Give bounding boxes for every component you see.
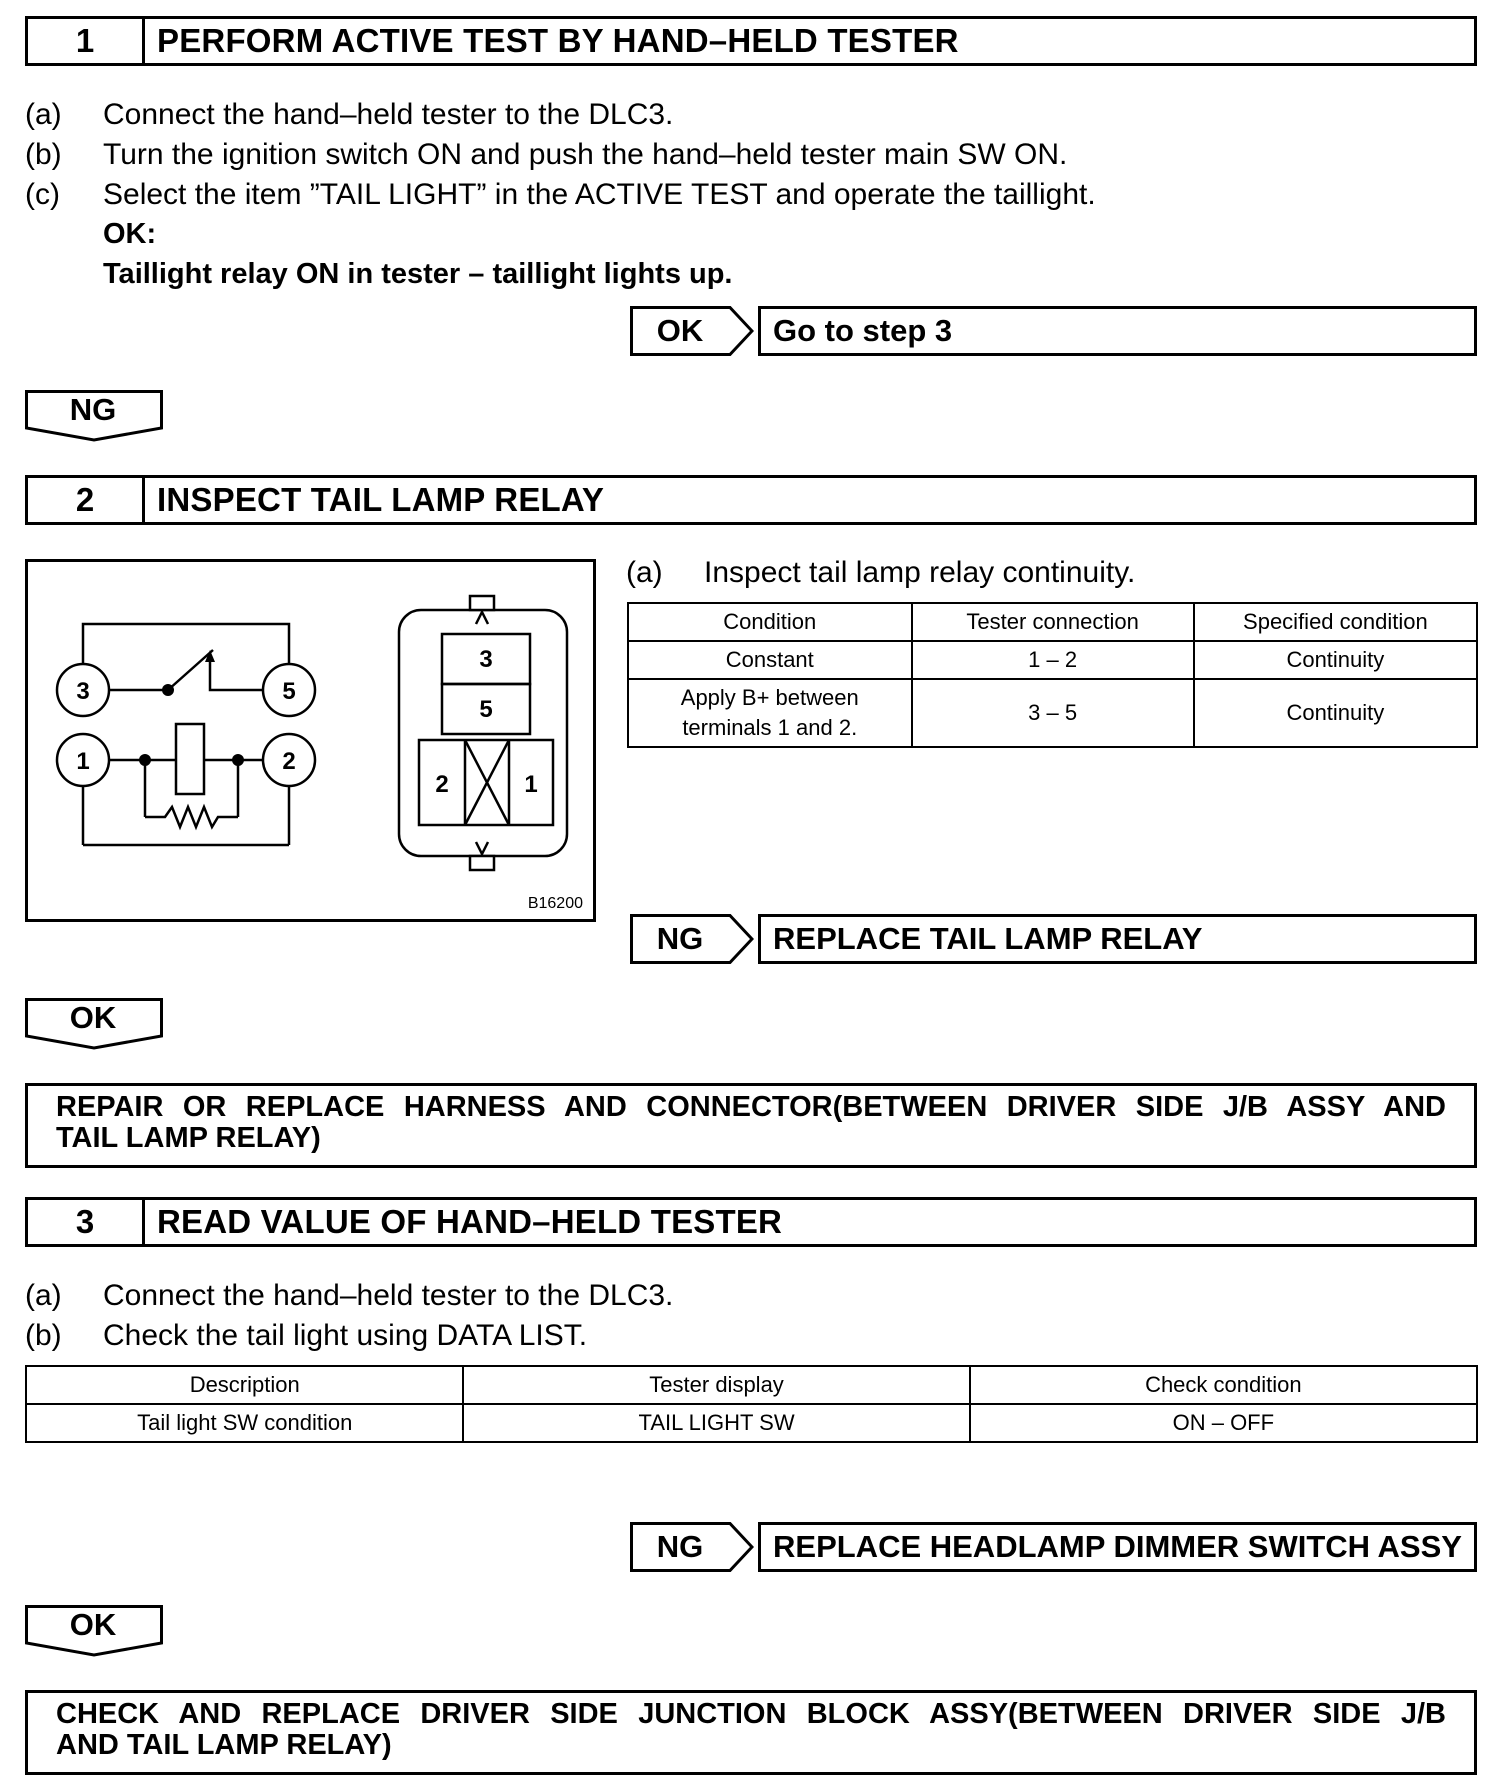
instruction-line: (a) Connect the hand–held tester to the DLC3. [25, 98, 674, 131]
instruction-line: (b) Turn the ignition switch ON and push the hand–held tester main SW ON. [25, 138, 1068, 171]
table-row: Apply B+ between terminals 1 and 2. 3 – 5 Continuity [628, 679, 1477, 747]
diagram-code: B16200 [527, 895, 583, 912]
step-2-header [25, 475, 1477, 525]
branch-arrow [630, 1522, 740, 1572]
step-1-header [25, 16, 1477, 66]
ok-down-arrow: OK [25, 1605, 163, 1657]
instruction-line: (a) Inspect tail lamp relay continuity. [626, 556, 1136, 589]
instruction-line: (b) Check the tail light using DATA LIST. [25, 1319, 588, 1352]
step-title: READ VALUE OF HAND–HELD TESTER [157, 1203, 783, 1240]
ng-down-arrow: NG [25, 390, 163, 442]
table-header-row: Condition Tester connection Specified condition [628, 603, 1477, 641]
data-list-table [25, 1365, 1478, 1443]
branch-tag-label: NG [656, 1529, 704, 1564]
connector-cell-label: 3 [479, 646, 493, 673]
table-row: Constant 1 – 2 Continuity [628, 641, 1477, 679]
branch-tag-label: NG [656, 921, 704, 956]
terminal-label: 1 [76, 748, 90, 775]
ng-branch [630, 1522, 1462, 1572]
branch-arrow [630, 306, 740, 356]
branch-target: REPLACE HEADLAMP DIMMER SWITCH ASSY [758, 1522, 1477, 1572]
terminal-label: 5 [282, 678, 296, 705]
step-title: PERFORM ACTIVE TEST BY HAND–HELD TESTER [157, 22, 959, 59]
step-title: INSPECT TAIL LAMP RELAY [157, 481, 605, 518]
connector-cell-label: 1 [524, 771, 538, 798]
instruction-line: (c) Select the item ”TAIL LIGHT” in the ACTIVE TEST and operate the taillight. [25, 178, 1096, 211]
ok-label: OK: [103, 218, 157, 250]
branch-arrow [630, 914, 740, 964]
instruction-line: (a) Connect the hand–held tester to the DLC3. [25, 1279, 674, 1312]
ok-down-arrow: OK [25, 998, 163, 1050]
table-header-row: Description Tester display Check condition [26, 1366, 1477, 1404]
terminal-label: 2 [282, 748, 296, 775]
connector-cell-label: 2 [435, 771, 449, 798]
branch-target: REPLACE TAIL LAMP RELAY [758, 914, 1477, 964]
branch-target: Go to step 3 [758, 306, 1477, 356]
step-number: 3 [28, 1200, 145, 1244]
step-number: 2 [28, 478, 145, 522]
step-3-result: CHECK AND REPLACE DRIVER SIDE JUNCTION BLOCK ASSY(BETWEEN DRIVER SIDE J/B AND TAIL LAMP RELAY) [25, 1690, 1477, 1775]
relay-diagram [25, 559, 596, 922]
step-number: 1 [28, 19, 145, 63]
ok-branch [630, 306, 953, 356]
step-3-header [25, 1197, 1477, 1247]
ng-branch [630, 914, 1203, 964]
terminal-label: 3 [76, 678, 90, 705]
step-2-result: REPAIR OR REPLACE HARNESS AND CONNECTOR(BETWEEN DRIVER SIDE J/B ASSY AND TAIL LAMP RELAY) [25, 1083, 1477, 1168]
ok-condition: Taillight relay ON in tester – taillight lights up. [103, 258, 733, 290]
table-row: Tail light SW condition TAIL LIGHT SW ON – OFF [26, 1404, 1477, 1442]
relay-continuity-table [627, 602, 1478, 748]
connector-cell-label: 5 [479, 696, 493, 723]
branch-tag-label: OK [656, 313, 704, 348]
